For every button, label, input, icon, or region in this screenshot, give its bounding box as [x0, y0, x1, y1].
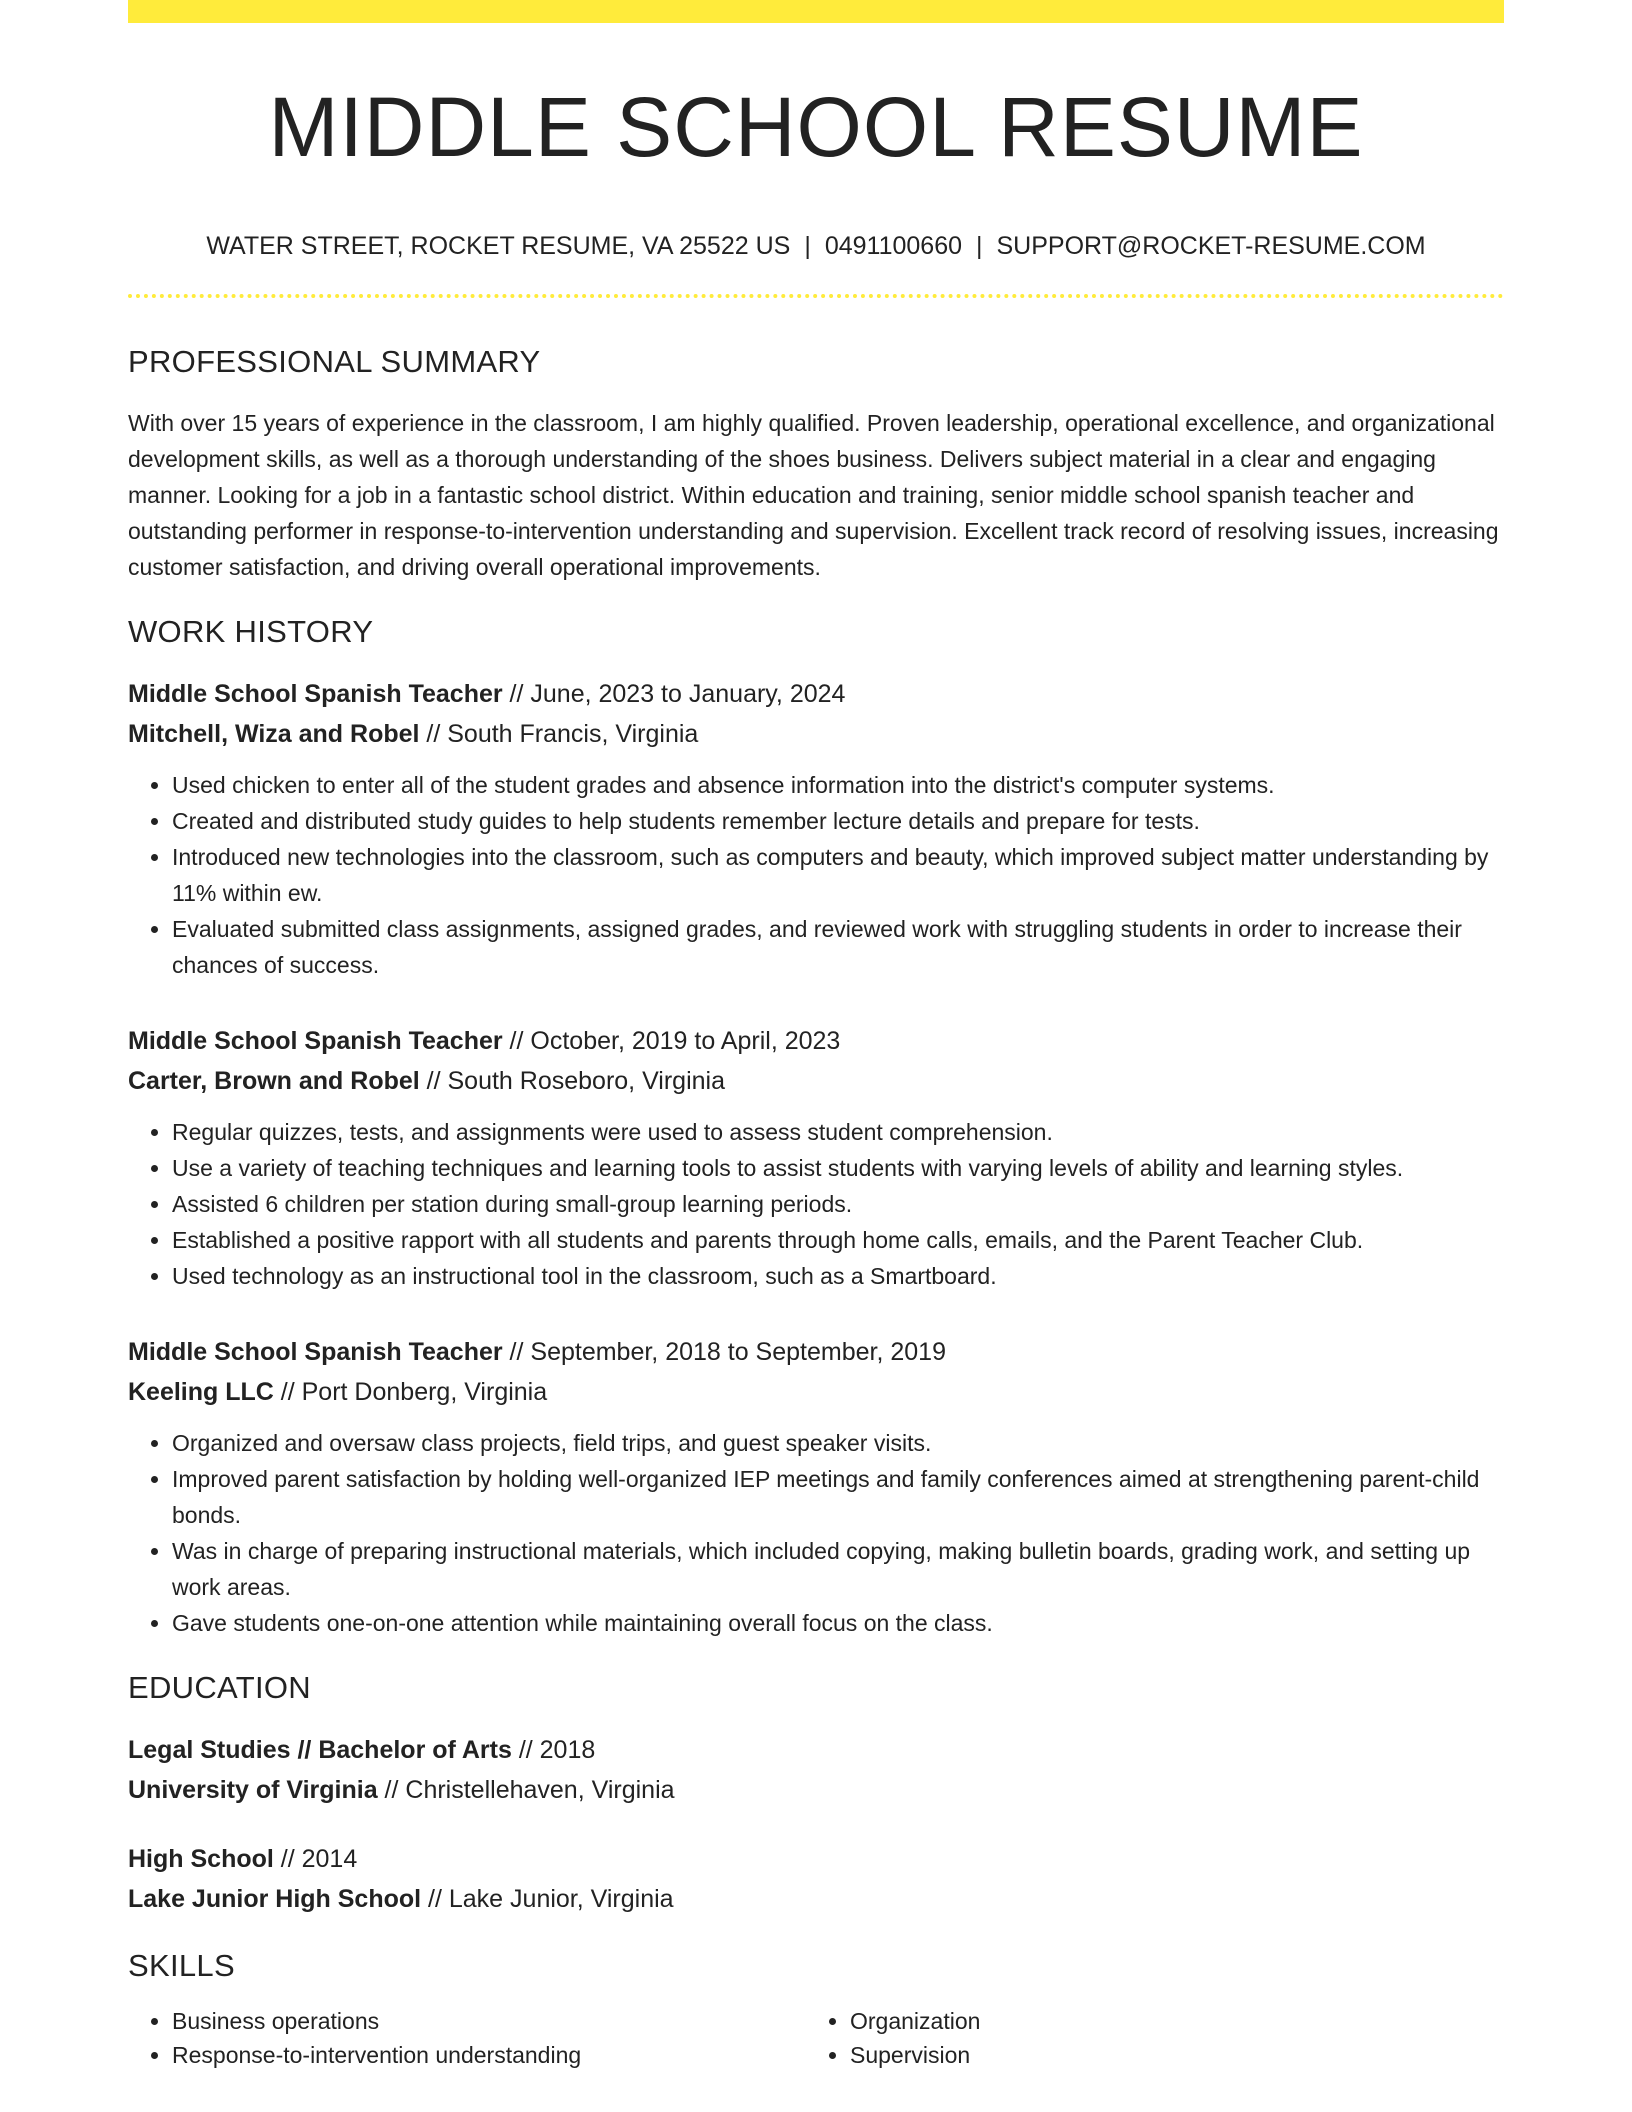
skills-grid	[128, 2004, 1504, 2072]
education-year: // 2014	[273, 1844, 358, 1873]
contact-email: SUPPORT@ROCKET-RESUME.COM	[996, 232, 1426, 261]
education-school-line	[128, 1879, 1504, 1919]
job-entry	[128, 1021, 1504, 1294]
contact-separator: |	[976, 232, 983, 261]
education-entry	[128, 1730, 1504, 1810]
contact-address: WATER STREET, ROCKET RESUME, VA 25522 US	[206, 232, 791, 261]
list-item: • Introduced new technologies into the classroom, such as computers and beauty, which improved subject matter understanding by 11% within ew.	[172, 839, 1504, 911]
work-history-heading: WORK HISTORY	[128, 613, 374, 649]
list-item: • Response-to-intervention understanding	[172, 2038, 806, 2072]
education-entry	[128, 1839, 1504, 1919]
list-item: • Business operations	[172, 2004, 806, 2038]
job-bullets	[128, 1425, 1504, 1641]
list-item: • Supervision	[850, 2038, 1504, 2072]
summary-heading: PROFESSIONAL SUMMARY	[128, 344, 541, 380]
job-role: Middle School Spanish Teacher	[128, 1337, 503, 1366]
education-degree: High School	[128, 1844, 274, 1873]
contact-phone: 0491100660	[824, 232, 962, 261]
job-employer-line	[128, 1061, 1504, 1101]
job-employer: Carter, Brown and Robel	[128, 1066, 420, 1095]
education-degree-line	[128, 1730, 1504, 1770]
job-entry	[128, 674, 1504, 983]
education-location: // Christellehaven, Virginia	[377, 1775, 675, 1804]
job-role-line	[128, 1021, 1504, 1061]
list-item: • Organization	[850, 2004, 1504, 2038]
education-degree: Legal Studies // Bachelor of Arts	[128, 1735, 512, 1764]
job-role-line	[128, 1332, 1504, 1372]
list-item: • Was in charge of preparing instructional materials, which included copying, making bulletin boards, grading work, and setting up work areas.	[172, 1533, 1504, 1605]
education-degree-line	[128, 1839, 1504, 1879]
accent-top-bar	[128, 0, 1504, 23]
resume-title: MIDDLE SCHOOL RESUME	[268, 80, 1364, 174]
education-location: // Lake Junior, Virginia	[421, 1884, 674, 1913]
skills-list-right	[806, 2004, 1504, 2072]
list-item: • Assisted 6 children per station during small-group learning periods.	[172, 1186, 1504, 1222]
list-item: • Gave students one-on-one attention while maintaining overall focus on the class.	[172, 1605, 1504, 1641]
list-item: • Improved parent satisfaction by holding well-organized IEP meetings and family conferences aimed at strengthening parent-child bonds.	[172, 1461, 1504, 1533]
list-item: • Use a variety of teaching techniques and learning tools to assist students with varying levels of ability and learning styles.	[172, 1150, 1504, 1186]
list-item: • Regular quizzes, tests, and assignments were used to assess student comprehension.	[172, 1114, 1504, 1150]
job-employer-line	[128, 1372, 1504, 1412]
job-bullets	[128, 767, 1504, 983]
summary-text: With over 15 years of experience in the classroom, I am highly qualified. Proven leadership, operational excellence, and organizational development skills, as well as a thorough understanding of the shoes business. Delivers subject material in a clear and engaging manner. Looking for a job in a fantastic school district. Within education and training, senior middle school spanish teacher and outstanding performer in response-to-intervention understanding and supervision. Excellent track record of resolving issues, increasing customer satisfaction, and driving overall operational improvements.	[128, 409, 1499, 580]
job-employer: Mitchell, Wiza and Robel	[128, 719, 420, 748]
list-item: • Organized and oversaw class projects, field trips, and guest speaker visits.	[172, 1425, 1504, 1461]
job-dates: // October, 2019 to April, 2023	[502, 1026, 841, 1055]
job-location: // Port Donberg, Virginia	[273, 1377, 548, 1406]
job-employer-line	[128, 714, 1504, 754]
job-role: Middle School Spanish Teacher	[128, 1026, 503, 1055]
dotted-divider	[128, 294, 1504, 298]
job-dates: // September, 2018 to September, 2019	[502, 1337, 946, 1366]
job-role-line	[128, 674, 1504, 714]
contact-separator: |	[804, 232, 811, 261]
job-entry	[128, 1332, 1504, 1641]
resume-page	[128, 0, 1504, 2072]
education-school-line	[128, 1770, 1504, 1810]
education-heading: EDUCATION	[128, 1669, 311, 1705]
contact-line	[128, 231, 1504, 261]
education-school: Lake Junior High School	[128, 1884, 422, 1913]
list-item: • Created and distributed study guides to help students remember lecture details and prepare for tests.	[172, 803, 1504, 839]
job-employer: Keeling LLC	[128, 1377, 274, 1406]
list-item: • Used technology as an instructional tool in the classroom, such as a Smartboard.	[172, 1258, 1504, 1294]
list-item: • Used chicken to enter all of the student grades and absence information into the district's computer systems.	[172, 767, 1504, 803]
list-item: • Established a positive rapport with all students and parents through home calls, emails, and the Parent Teacher Club.	[172, 1222, 1504, 1258]
skills-list-left	[128, 2004, 806, 2072]
job-dates: // June, 2023 to January, 2024	[502, 679, 846, 708]
job-bullets	[128, 1114, 1504, 1294]
education-year: // 2018	[511, 1735, 596, 1764]
job-location: // South Francis, Virginia	[419, 719, 699, 748]
list-item: • Evaluated submitted class assignments, assigned grades, and reviewed work with struggling students in order to increase their chances of success.	[172, 911, 1504, 983]
education-school: University of Virginia	[128, 1775, 378, 1804]
skills-heading: SKILLS	[128, 1947, 235, 1983]
job-role: Middle School Spanish Teacher	[128, 679, 503, 708]
job-location: // South Roseboro, Virginia	[419, 1066, 725, 1095]
